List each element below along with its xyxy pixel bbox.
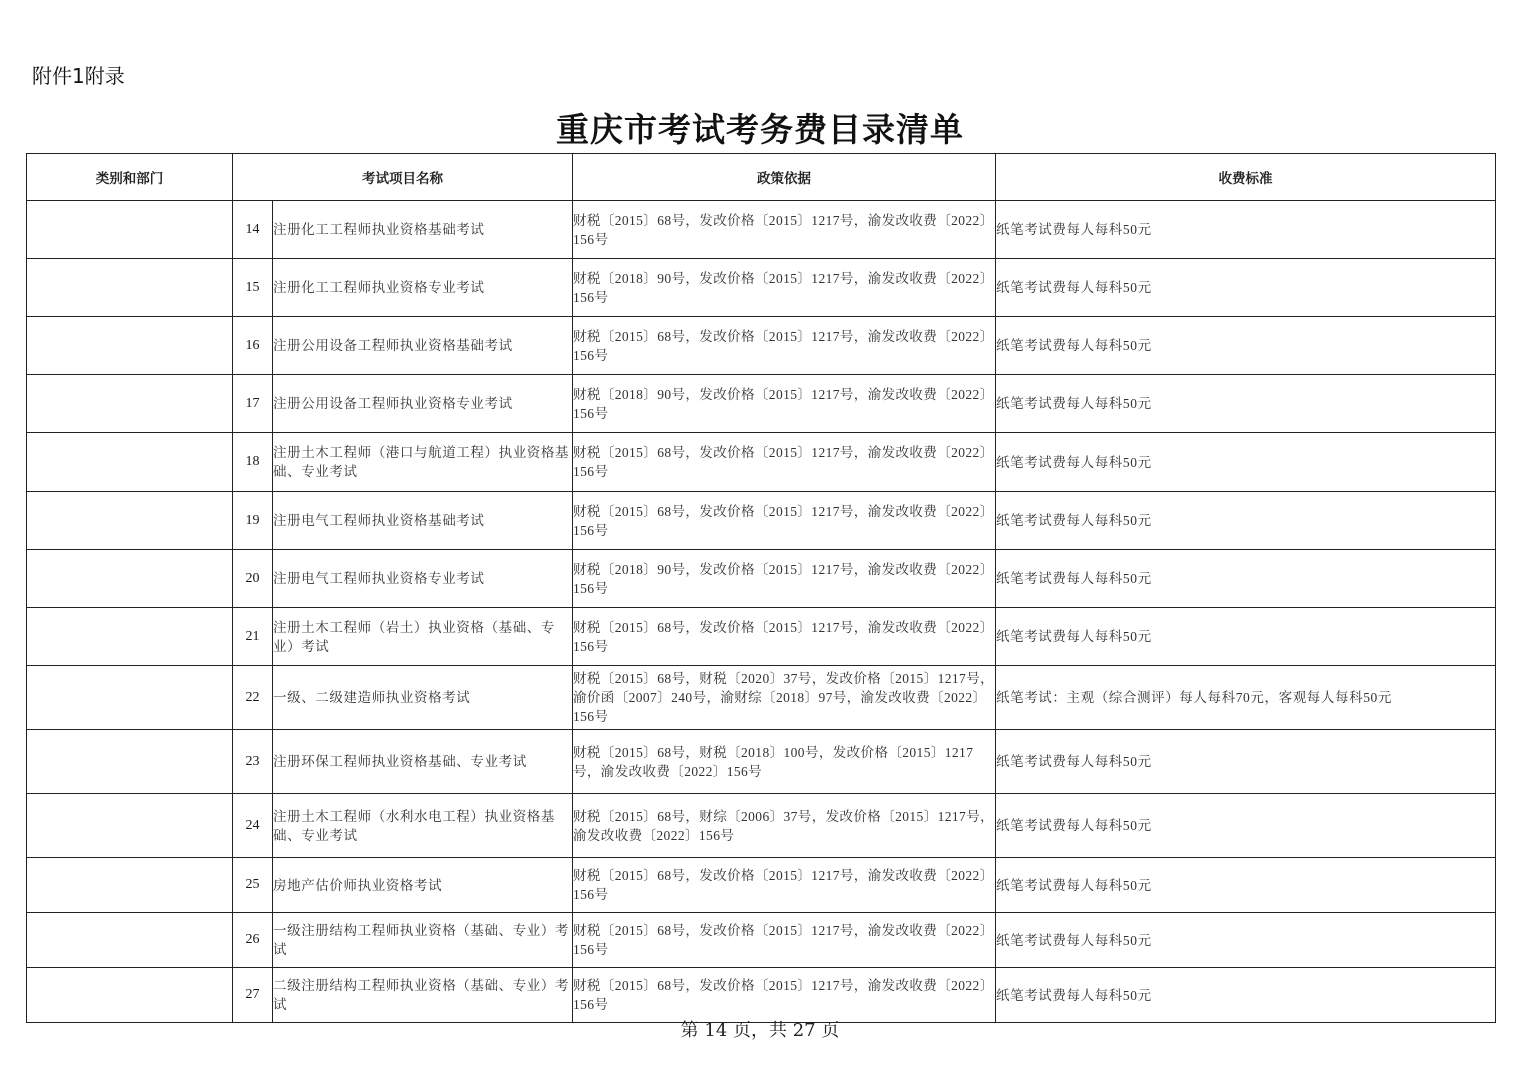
policy-cell: 财税〔2015〕68号，发改价格〔2015〕1217号，渝发改收费〔2022〕156号 — [573, 433, 996, 492]
fee-cell: 纸笔考试费每人每科50元 — [996, 433, 1496, 492]
exam-name-cell: 注册电气工程师执业资格专业考试 — [273, 550, 573, 608]
category-cell — [27, 201, 233, 259]
table-row — [27, 317, 1496, 375]
category-cell — [27, 858, 233, 913]
policy-cell: 财税〔2015〕68号，发改价格〔2015〕1217号，渝发改收费〔2022〕156号 — [573, 608, 996, 666]
exam-name-cell: 注册环保工程师执业资格基础、专业考试 — [273, 730, 573, 794]
row-number: 25 — [233, 858, 273, 913]
table-row — [27, 858, 1496, 913]
exam-name-cell: 一级、二级建造师执业资格考试 — [273, 666, 573, 730]
row-number: 19 — [233, 492, 273, 550]
row-number: 14 — [233, 201, 273, 259]
category-cell — [27, 550, 233, 608]
category-cell — [27, 375, 233, 433]
row-number: 26 — [233, 913, 273, 968]
exam-name-cell: 注册土木工程师（水利水电工程）执业资格基础、专业考试 — [273, 794, 573, 858]
category-cell — [27, 666, 233, 730]
exam-name-cell: 注册化工工程师执业资格专业考试 — [273, 259, 573, 317]
row-number: 15 — [233, 259, 273, 317]
policy-cell: 财税〔2015〕68号，财综〔2006〕37号，发改价格〔2015〕1217号，渝发改收费〔2022〕156号 — [573, 794, 996, 858]
row-number: 21 — [233, 608, 273, 666]
column-header-fee: 收费标准 — [996, 154, 1496, 201]
policy-cell: 财税〔2015〕68号，发改价格〔2015〕1217号，渝发改收费〔2022〕156号 — [573, 858, 996, 913]
row-number: 18 — [233, 433, 273, 492]
column-header-policy: 政策依据 — [573, 154, 996, 201]
column-header-category: 类别和部门 — [27, 154, 233, 201]
fee-cell: 纸笔考试费每人每科50元 — [996, 968, 1496, 1023]
table-row — [27, 375, 1496, 433]
table-row — [27, 433, 1496, 492]
policy-cell: 财税〔2015〕68号，发改价格〔2015〕1217号，渝发改收费〔2022〕156号 — [573, 492, 996, 550]
category-cell — [27, 794, 233, 858]
exam-name-cell: 房地产估价师执业资格考试 — [273, 858, 573, 913]
category-cell — [27, 433, 233, 492]
table-row — [27, 201, 1496, 259]
exam-name-cell: 注册公用设备工程师执业资格专业考试 — [273, 375, 573, 433]
policy-cell: 财税〔2015〕68号，发改价格〔2015〕1217号，渝发改收费〔2022〕156号 — [573, 913, 996, 968]
exam-fee-table — [26, 153, 1496, 1023]
row-number: 22 — [233, 666, 273, 730]
category-cell — [27, 913, 233, 968]
row-number: 27 — [233, 968, 273, 1023]
category-cell — [27, 492, 233, 550]
exam-name-cell: 二级注册结构工程师执业资格（基础、专业）考试 — [273, 968, 573, 1023]
category-cell — [27, 317, 233, 375]
category-cell — [27, 608, 233, 666]
row-number: 20 — [233, 550, 273, 608]
row-number: 17 — [233, 375, 273, 433]
exam-name-cell: 注册土木工程师（岩土）执业资格（基础、专业）考试 — [273, 608, 573, 666]
fee-cell: 纸笔考试费每人每科50元 — [996, 317, 1496, 375]
fee-cell: 纸笔考试费每人每科50元 — [996, 913, 1496, 968]
fee-cell: 纸笔考试费每人每科50元 — [996, 608, 1496, 666]
category-cell — [27, 968, 233, 1023]
exam-name-cell: 一级注册结构工程师执业资格（基础、专业）考试 — [273, 913, 573, 968]
table-row — [27, 913, 1496, 968]
exam-name-cell: 注册土木工程师（港口与航道工程）执业资格基础、专业考试 — [273, 433, 573, 492]
fee-cell: 纸笔考试费每人每科50元 — [996, 259, 1496, 317]
table-row — [27, 492, 1496, 550]
table-row — [27, 550, 1496, 608]
fee-cell: 纸笔考试费每人每科50元 — [996, 201, 1496, 259]
policy-cell: 财税〔2015〕68号，发改价格〔2015〕1217号，渝发改收费〔2022〕156号 — [573, 201, 996, 259]
fee-cell: 纸笔考试费每人每科50元 — [996, 550, 1496, 608]
table-row — [27, 259, 1496, 317]
category-cell — [27, 730, 233, 794]
column-header-exam-name: 考试项目名称 — [233, 154, 573, 201]
row-number: 16 — [233, 317, 273, 375]
fee-cell: 纸笔考试费每人每科50元 — [996, 375, 1496, 433]
exam-name-cell: 注册化工工程师执业资格基础考试 — [273, 201, 573, 259]
table-header-row — [27, 154, 1496, 201]
policy-cell: 财税〔2015〕68号，财税〔2020〕37号，发改价格〔2015〕1217号，渝价函〔2007〕240号，渝财综〔2018〕97号，渝发改收费〔2022〕156号 — [573, 666, 996, 730]
row-number: 24 — [233, 794, 273, 858]
policy-cell: 财税〔2015〕68号，发改价格〔2015〕1217号，渝发改收费〔2022〕156号 — [573, 317, 996, 375]
attachment-label: 附件1附录 — [32, 64, 125, 88]
policy-cell: 财税〔2018〕90号，发改价格〔2015〕1217号，渝发改收费〔2022〕156号 — [573, 375, 996, 433]
fee-cell: 纸笔考试费每人每科50元 — [996, 858, 1496, 913]
policy-cell: 财税〔2015〕68号，发改价格〔2015〕1217号，渝发改收费〔2022〕156号 — [573, 968, 996, 1023]
table-body — [27, 201, 1496, 1023]
policy-cell: 财税〔2018〕90号，发改价格〔2015〕1217号，渝发改收费〔2022〕156号 — [573, 259, 996, 317]
policy-cell: 财税〔2018〕90号，发改价格〔2015〕1217号，渝发改收费〔2022〕156号 — [573, 550, 996, 608]
table-row — [27, 730, 1496, 794]
document-title: 重庆市考试考务费目录清单 — [556, 110, 964, 149]
exam-name-cell: 注册电气工程师执业资格基础考试 — [273, 492, 573, 550]
fee-cell: 纸笔考试费每人每科50元 — [996, 492, 1496, 550]
policy-cell: 财税〔2015〕68号，财税〔2018〕100号，发改价格〔2015〕1217号，渝发改收费〔2022〕156号 — [573, 730, 996, 794]
fee-cell: 纸笔考试：主观（综合测评）每人每科70元，客观每人每科50元 — [996, 666, 1496, 730]
fee-cell: 纸笔考试费每人每科50元 — [996, 730, 1496, 794]
table-row — [27, 968, 1496, 1023]
table-row — [27, 608, 1496, 666]
fee-cell: 纸笔考试费每人每科50元 — [996, 794, 1496, 858]
row-number: 23 — [233, 730, 273, 794]
table-row — [27, 666, 1496, 730]
table-row — [27, 794, 1496, 858]
page-number: 第 14 页，共 27 页 — [680, 1020, 840, 1041]
exam-name-cell: 注册公用设备工程师执业资格基础考试 — [273, 317, 573, 375]
category-cell — [27, 259, 233, 317]
